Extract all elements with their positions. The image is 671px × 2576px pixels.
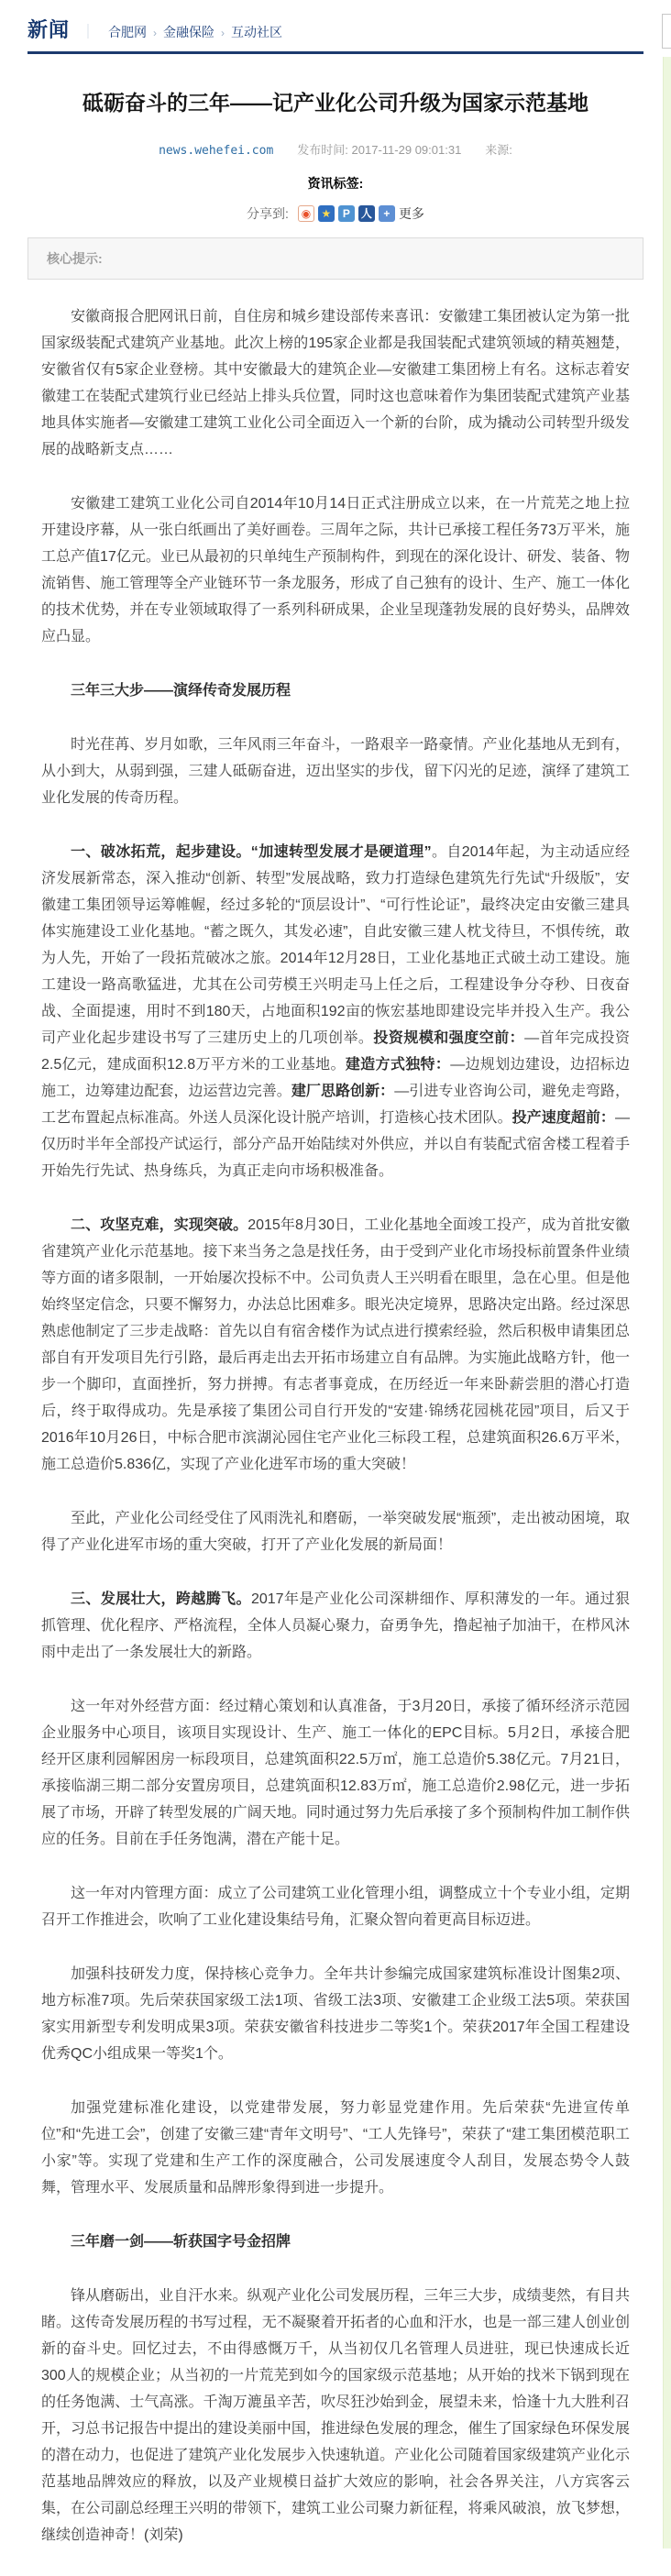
article-paragraph: 一、破冰拓荒，起步建设。“加速转型发展才是硬道理”。自2014年起，为主动适应经济发展新常态，深入推动“创新、转型”发展战略，致力打造绿色建筑先行先试“升级版”，安徽建工集团领导运筹帷幄，经过多轮的“顶层设计”、“可行性论证”，最终决定由安徽三建具体实施建设工业化基地。“蓄之既久，其发必速”，自此安徽三建人枕戈待旦，不惧传统，敢为人先，开始了一段拓荒破冰之旅。2014年12月28日，工业化基地正式破土动工建设。施工建设一路高歌猛进，尤其在公司劳模王兴明走马上任之后，工程建设争分夺秒、日夜奋战、全面提速，用时不到180天，占地面积192亩的恢宏基地即建设完毕并投入生产。我公司产业化起步建设书写了三建历史上的几项创举。投资规模和强度空前：—首年完成投资2.5亿元，建成面积12.8万平方米的工业基地。建造方式独特：—边规划边建设，边招标边施工，边筹建边配套，边运营边完善。建厂思路创新：—引进专业咨询公司，避免走弯路，工艺布置起点标准高。外送人员深化设计脱产培训，打造核心技术团队。投产速度超前：—仅历时半年全部投产试运行，部分产品开始陆续对外供应，并以自有装配式宿舍楼工程着手开始先行先试、热身练兵，为真正走向市场积极准备。 bbox=[41, 844, 630, 1179]
article-paragraph: 三、发展壮大，跨越腾飞。2017年是产业化公司深耕细作、厚积薄发的一年。通过狠抓管理、优化程序、严格流程，全体人员凝心聚力，奋勇争先，撸起袖子加油干，在栉风沐雨中走出了一条发展壮大的新路。 bbox=[41, 1591, 630, 1660]
share-more-link[interactable]: 更多 bbox=[398, 206, 424, 221]
source-label: 来源: bbox=[485, 143, 512, 157]
section-heading: 三年三大步——演绎传奇发展历程 bbox=[71, 683, 292, 699]
article-meta bbox=[0, 140, 671, 158]
article-paragraph: 加强科技研发力度，保持核心竞争力。全年共计参编完成国家建筑标准设计图集2项、地方标准7项。先后荣获国家级工法1项、省级工法3项、安徽建工企业级工法5项。荣获国家实用新型专利发明成果3项。荣获安徽省科技进步二等奖1个。荣获2017年全国工程建设优秀QC小组成果一等奖1个。 bbox=[41, 1966, 630, 2062]
core-hint-box bbox=[28, 237, 644, 280]
nav-link-community[interactable]: 互动社区 bbox=[231, 25, 283, 39]
tags-label: 资讯标签: bbox=[307, 176, 364, 191]
qzone-icon[interactable]: ★ bbox=[318, 205, 335, 222]
article-paragraph: 加强党建标准化建设，以党建带发展，努力彰显党建作用。先后荣获“先进宣传单位”和“先进工会”，创建了安徽三建“青年文明号”、“工人先锋号”，荣获了“建工集团模范职工小家”等。实现了党建和生产工作的深度融合，公司发展速度令人刮目，发展态势令人鼓舞，管理水平、发展质量和品牌形象得到进一步提升。 bbox=[41, 2100, 630, 2196]
chevron-separator: › bbox=[153, 27, 158, 39]
article-paragraph: 至此，产业化公司经受住了风雨洗礼和磨砺，一举突破发展“瓶颈”，走出被动困境，取得了产业化进军市场的重大突破，打开了产业化发展的新局面！ bbox=[41, 1511, 630, 1553]
article-paragraph: 时光荏苒、岁月如歌，三年风雨三年奋斗，一路艰辛一路豪情。产业化基地从无到有，从小到大，从弱到强，三建人砥砺奋进，迈出坚实的步伐，留下闪光的足迹，演绎了建筑工业化发展的传奇历程。 bbox=[41, 737, 630, 806]
article-body bbox=[41, 303, 630, 2548]
page-title: 砥砺奋斗的三年——记产业化公司升级为国家示范基地 bbox=[82, 91, 588, 115]
tencent-weibo-icon[interactable]: P bbox=[338, 205, 355, 222]
chevron-separator: › bbox=[221, 27, 226, 39]
article-paragraph: 这一年对外经营方面：经过精心策划和认真准备，于3月20日，承接了循环经济示范园企业服务中心项目，该项目实现设计、生产、施工一体化的EPC目标。5月2日，承接合肥经开区康利园解困房一标段项目，总建筑面积22.5万㎡，施工总造价5.38亿元。7月21日，承接临湖三期二部分安置房项目，总建筑面积12.83万㎡，施工总造价2.98亿元，进一步拓展了市场，开辟了转型发展的广阔天地。同时通过努力先后承接了多个预制构件加工制作供应的任务。目前在手任务饱满，潜在产能十足。 bbox=[41, 1699, 630, 1847]
share-label: 分享到: bbox=[247, 206, 289, 221]
section-heading: 三年磨一剑——斩获国字号金招牌 bbox=[71, 2234, 292, 2250]
share-bar bbox=[0, 204, 671, 223]
site-link[interactable]: news.wehefei.com bbox=[159, 144, 274, 158]
article-paragraph: 这一年对内管理方面：成立了公司建筑工业化管理小组，调整成立十个专业小组，定期召开工作推进会，吹响了工业化建设集结号角，汇聚众智向着更高目标迈进。 bbox=[41, 1886, 630, 1928]
share-icons bbox=[296, 205, 397, 222]
nav-link-finance[interactable]: 金融保险 bbox=[163, 25, 215, 39]
article-paragraph: 二、攻坚克难，实现突破。2015年8月30日，工业化基地全面竣工投产，成为首批安徽省建筑产业化示范基地。接下来当务之急是找任务，由于受到产业化市场投标前置条件业绩等方面的诸多限制，一开始屡次投标不中。公司负责人王兴明看在眼里，急在心里。但是他始终坚定信念，只要不懈努力，办法总比困难多。眼光决定境界，思路决定出路。经过深思熟虑他制定了三步走战略：首先以自有宿舍楼作为试点进行摸索经验，然后积极申请集团总部自有开发项目先行引路，最后再走出去开拓市场建立自有品牌。为实施此战略方针，他一步一个脚印，直面挫折，努力拼搏。有志者事竟成，在历经近一年来卧薪尝胆的潜心打造后，终于取得成功。先是承接了集团公司自行开发的“安建·锦绣花园桃花园”项目，后又于2016年10月26日，中标合肥市滨湖沁园住宅产业化三标段工程，总建筑面积26.6万平米，施工总造价5.836亿，实现了产业化进军市场的重大突破！ bbox=[41, 1217, 630, 1472]
nav-divider: ｜ bbox=[81, 25, 96, 40]
right-rail-cut-box bbox=[662, 14, 671, 49]
share-more-icon[interactable]: + bbox=[379, 205, 395, 222]
nav-rule bbox=[28, 51, 644, 54]
right-rail-green-strip bbox=[663, 57, 671, 2548]
nav-link-hefei[interactable]: 合肥网 bbox=[108, 25, 148, 39]
renren-icon[interactable]: 人 bbox=[358, 205, 375, 222]
core-hint-label: 核心提示: bbox=[47, 251, 103, 266]
article-paragraph: 锋从磨砺出，业自汗水来。纵观产业化公司发展历程，三年三大步，成绩斐然，有目共睹。这传奇发展历程的书写过程，无不凝聚着开拓者的心血和汗水，也是一部三建人创业创新的奋斗史。回忆过去，不由得感慨万千，从当初仅几名管理人员进驻，现已快速成长近300人的规模企业；从当初的一片荒芜到如今的国家级示范基地；从开始的找米下锅到现在的任务饱满、士气高涨。千淘万漉虽辛苦，吹尽狂沙始到金，展望未来，恰逢十九大胜利召开，习总书记报告中提出的建设美丽中国，推进绿色发展的理念，催生了国家绿色环保发展的潜在动力，也促进了建筑产业化发展步入快速轨道。产业化公司随着国家级建筑产业化示范基地品牌效应的释放，以及产业规模日益扩大效应的影响，社会各界关注，八方宾客云集，在公司副总经理王兴明的带领下，建筑工业公司聚力新征程，将乘风破浪，放飞梦想，继续创造神奇！(刘荣) bbox=[41, 2288, 630, 2543]
sina-weibo-icon[interactable]: ◉ bbox=[298, 205, 314, 222]
top-nav bbox=[0, 0, 671, 43]
nav-brand-news[interactable]: 新闻 bbox=[28, 18, 71, 41]
article-paragraph: 安徽商报合肥网讯日前，自住房和城乡建设部传来喜讯：安徽建工集团被认定为第一批国家级装配式建筑产业基地。此次上榜的195家企业都是我国装配式建筑领域的精英翘楚，安徽省仅有5家企业登榜。其中安徽最大的建筑企业—安徽建工集团榜上有名。这标志着安徽建工在装配式建筑行业已经站上排头兵位置，同时这也意味着作为集团装配式建筑产业基地具体实施者—安徽建工建筑工业化公司全面迈入一个新的台阶，成为撬动公司转型升级发展的战略新支点…… bbox=[41, 309, 630, 457]
breadcrumb bbox=[106, 23, 284, 41]
publish-time: 发布时间: 2017-11-29 09:01:31 bbox=[297, 143, 462, 157]
article-paragraph: 安徽建工建筑工业化公司自2014年10月14日正式注册成立以来，在一片荒芜之地上拉开建设序幕，从一张白纸画出了美好画卷。三周年之际，共计已承接工程任务73万平米，施工总产值17亿元。业已从最初的只单纯生产预制构件，到现在的深化设计、研发、装备、物流销售、施工管理等全产业链环节一条龙服务，形成了自己独有的设计、生产、施工一体化的技术优势，并在专业领域取得了一系列科研成果，企业呈现蓬勃发展的良好势头，品牌效应凸显。 bbox=[41, 496, 630, 644]
